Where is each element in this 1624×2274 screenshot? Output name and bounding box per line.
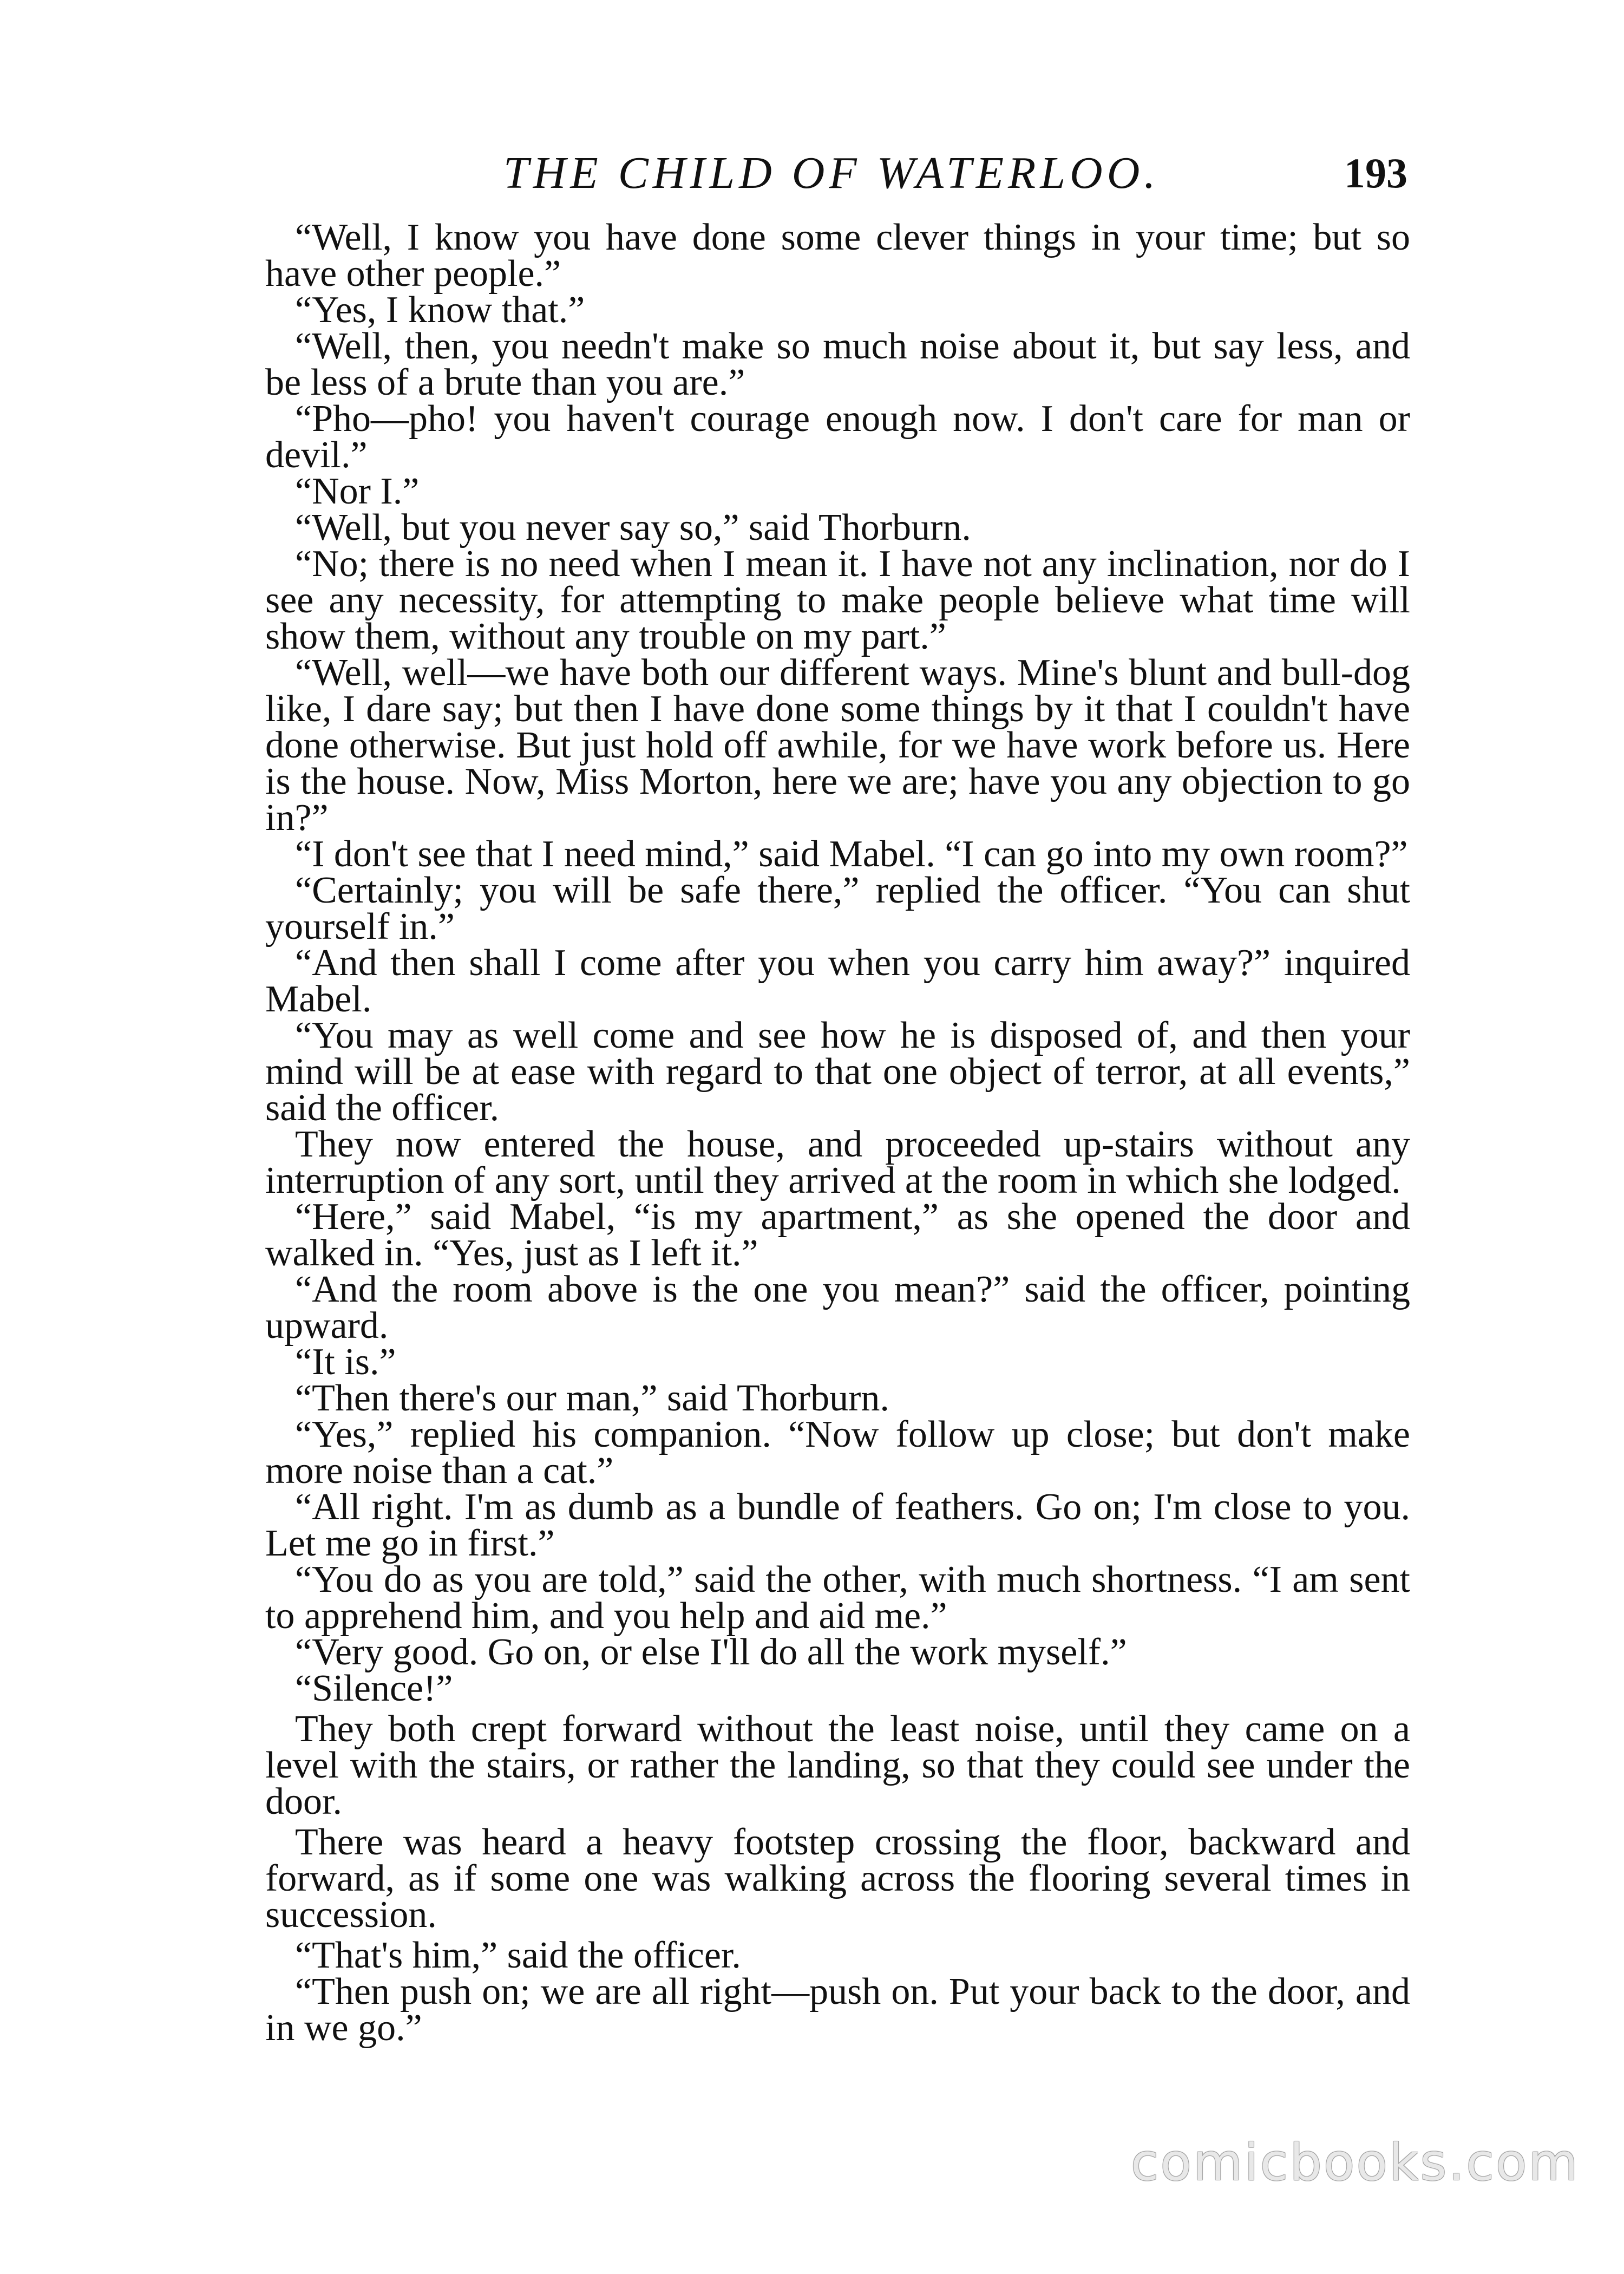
paragraph-1: “Well, I know you have done some clever things in your time; but so have other people.” xyxy=(265,217,1410,295)
site-watermark: comicbooks.com xyxy=(1130,2133,1580,2192)
paragraph-12: “You may as well come and see how he is disposed of, and then your mind will be at ease with regard to that one object of terror, at all events,” said the officer. xyxy=(265,1015,1410,1129)
paragraph-4: “Pho—pho! you haven't courage enough now. I don't care for man or devil.” xyxy=(265,398,1410,476)
paragraph-9: “I don't see that I need mind,” said Mabel. “I can go into my own room?” xyxy=(295,833,1408,875)
paragraph-26: “Then push on; we are all right—push on. Put your back to the door, and in we go.” xyxy=(265,1971,1410,2049)
paragraph-10: “Certainly; you will be safe there,” replied the officer. “You can shut yourself in.” xyxy=(265,870,1410,948)
paragraph-20: “You do as you are told,” said the other, with much shortness. “I am sent to apprehend him, and you help and aid me.” xyxy=(265,1559,1410,1637)
paragraph-13: They now entered the house, and proceeded up-stairs without any interruption of any sort, until they arrived at the room in which she lodged. xyxy=(265,1123,1410,1201)
running-title: THE CHILD OF WATERLOO. xyxy=(503,148,1160,198)
paragraph-24: There was heard a heavy footstep crossing the floor, backward and forward, as if some one was walking across the flooring several times in succession. xyxy=(265,1821,1410,1936)
paragraph-14: “Here,” said Mabel, “is my apartment,” as she opened the door and walked in. “Yes, just as I left it.” xyxy=(265,1196,1410,1274)
paragraph-11: “And then shall I come after you when you carry him away?” inquired Mabel. xyxy=(265,942,1410,1020)
page-number: 193 xyxy=(1344,149,1407,197)
paragraph-15: “And the room above is the one you mean?” said the officer, pointing upward. xyxy=(265,1269,1410,1347)
paragraph-7: “No; there is no need when I mean it. I have not any inclination, nor do I see any necessity, for attempting to make people believe what time will show them, without any trouble on my part.” xyxy=(265,543,1410,657)
paragraph-2: “Yes, I know that.” xyxy=(295,289,585,331)
paragraph-23: They both crept forward without the least noise, until they came on a level with the stairs, or rather the landing, so that they could see under the door. xyxy=(265,1708,1410,1822)
paragraph-18: “Yes,” replied his companion. “Now follow up close; but don't make more noise than a cat.” xyxy=(265,1414,1410,1492)
paragraph-16: “It is.” xyxy=(295,1341,396,1383)
paragraph-17: “Then there's our man,” said Thorburn. xyxy=(295,1377,889,1419)
paragraph-8: “Well, well—we have both our different ways. Mine's blunt and bull-dog like, I dare say; but then I have done some things by it that I couldn't have done otherwise. But just hold off awhile, for we have work before us. Here is the house. Now, Miss Morton, here we are; have you any objection to go in?” xyxy=(265,652,1410,839)
paragraph-19: “All right. I'm as dumb as a bundle of feathers. Go on; I'm close to you. Let me go in first.” xyxy=(265,1486,1410,1564)
running-head xyxy=(271,143,1407,203)
paragraph-6: “Well, but you never say so,” said Thorburn. xyxy=(295,507,971,548)
paragraph-22: “Silence!” xyxy=(295,1668,453,1709)
paragraph-3: “Well, then, you needn't make so much noise about it, but say less, and be less of a brute than you are.” xyxy=(265,325,1410,403)
paragraph-25: “That's him,” said the officer. xyxy=(295,1935,741,1976)
body-text xyxy=(265,217,1410,2049)
paragraph-5: “Nor I.” xyxy=(295,471,420,512)
paragraph-21: “Very good. Go on, or else I'll do all the work myself.” xyxy=(295,1631,1127,1673)
